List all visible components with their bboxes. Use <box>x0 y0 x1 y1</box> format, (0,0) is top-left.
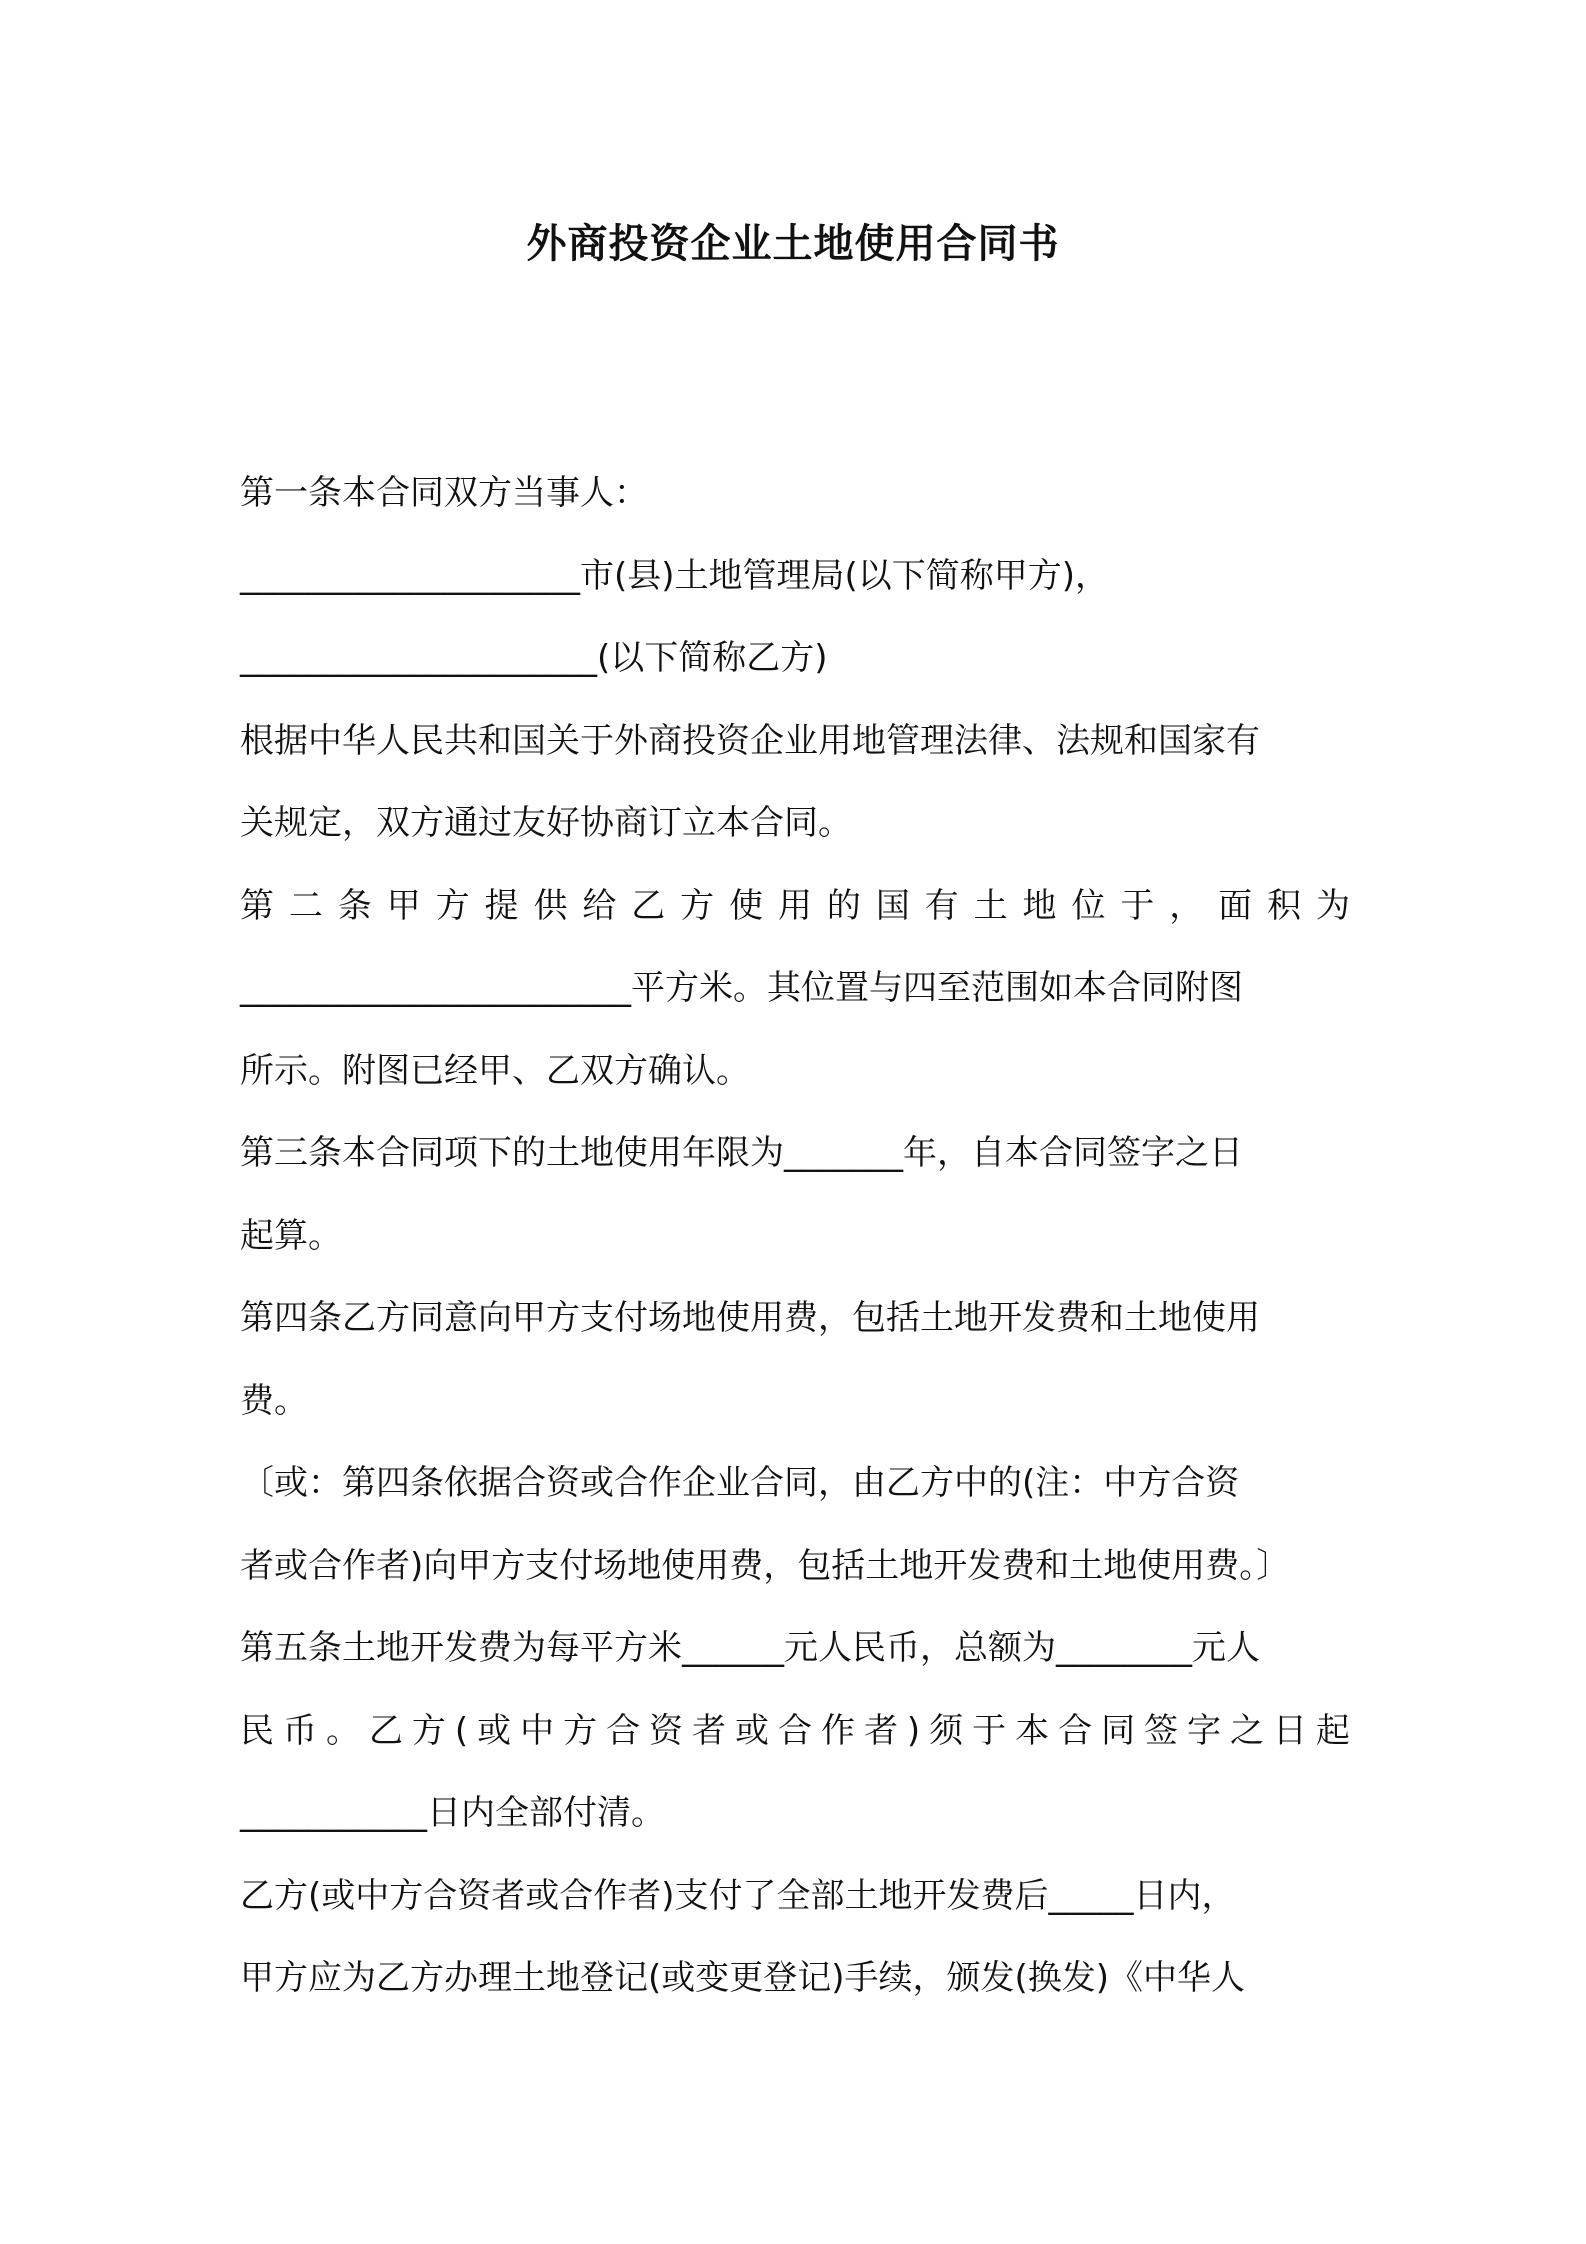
article-3-line-1: 第三条本合同项下的土地使用年限为_______年，自本合同签字之日 <box>240 1133 1243 1173</box>
contract-body <box>240 452 1350 2020</box>
preamble-line-1: 根据中华人民共和国关于外商投资企业用地管理法律、法规和国家有 <box>240 720 1260 761</box>
article-5-line-3: ___________日内全部付清。 <box>240 1793 665 1833</box>
article-1-heading: 第一条本合同双方当事人： <box>240 473 648 513</box>
article-4-alt-line-2: 者或合作者)向甲方支付场地使用费，包括土地开发费和土地使用费。〕 <box>240 1545 1291 1586</box>
article-2-line-1: 第二条甲方提供给乙方使用的国有土地位于，面积为 <box>240 885 1350 926</box>
article-4-line-2: 费。 <box>240 1380 308 1421</box>
article-5-line-1: 第五条土地开发费为每平方米______元人民币，总额为________元人 <box>240 1628 1260 1668</box>
party-b-line: _____________________(以下简称乙方) <box>240 638 828 678</box>
document-title: 外商投资企业土地使用合同书 <box>526 221 1060 267</box>
article-2-line-3: 所示。附图已经甲、乙双方确认。 <box>240 1050 750 1091</box>
registration-line-2: 甲方应为乙方办理土地登记(或变更登记)手续，颁发(换发)《中华人 <box>240 1958 1246 1998</box>
article-4-alt-line-1: 〔或：第四条依据合资或合作企业合同，由乙方中的(注：中方合资 <box>240 1463 1240 1503</box>
article-5-line-2: 民币。乙方(或中方合资者或合作者)须于本合同签字之日起 <box>240 1710 1350 1751</box>
party-a-line: ____________________市(县)土地管理局(以下简称甲方)， <box>240 555 1110 596</box>
preamble-line-2: 关规定，双方通过友好协商订立本合同。 <box>240 803 852 843</box>
article-3-line-2: 起算。 <box>240 1215 342 1256</box>
article-4-line-1: 第四条乙方同意向甲方支付场地使用费，包括土地开发费和土地使用 <box>240 1298 1260 1338</box>
registration-line-1: 乙方(或中方合资者或合作者)支付了全部土地开发费后_____日内， <box>240 1875 1236 1916</box>
article-2-line-2: _______________________平方米。其位置与四至范围如本合同附图 <box>240 968 1243 1008</box>
